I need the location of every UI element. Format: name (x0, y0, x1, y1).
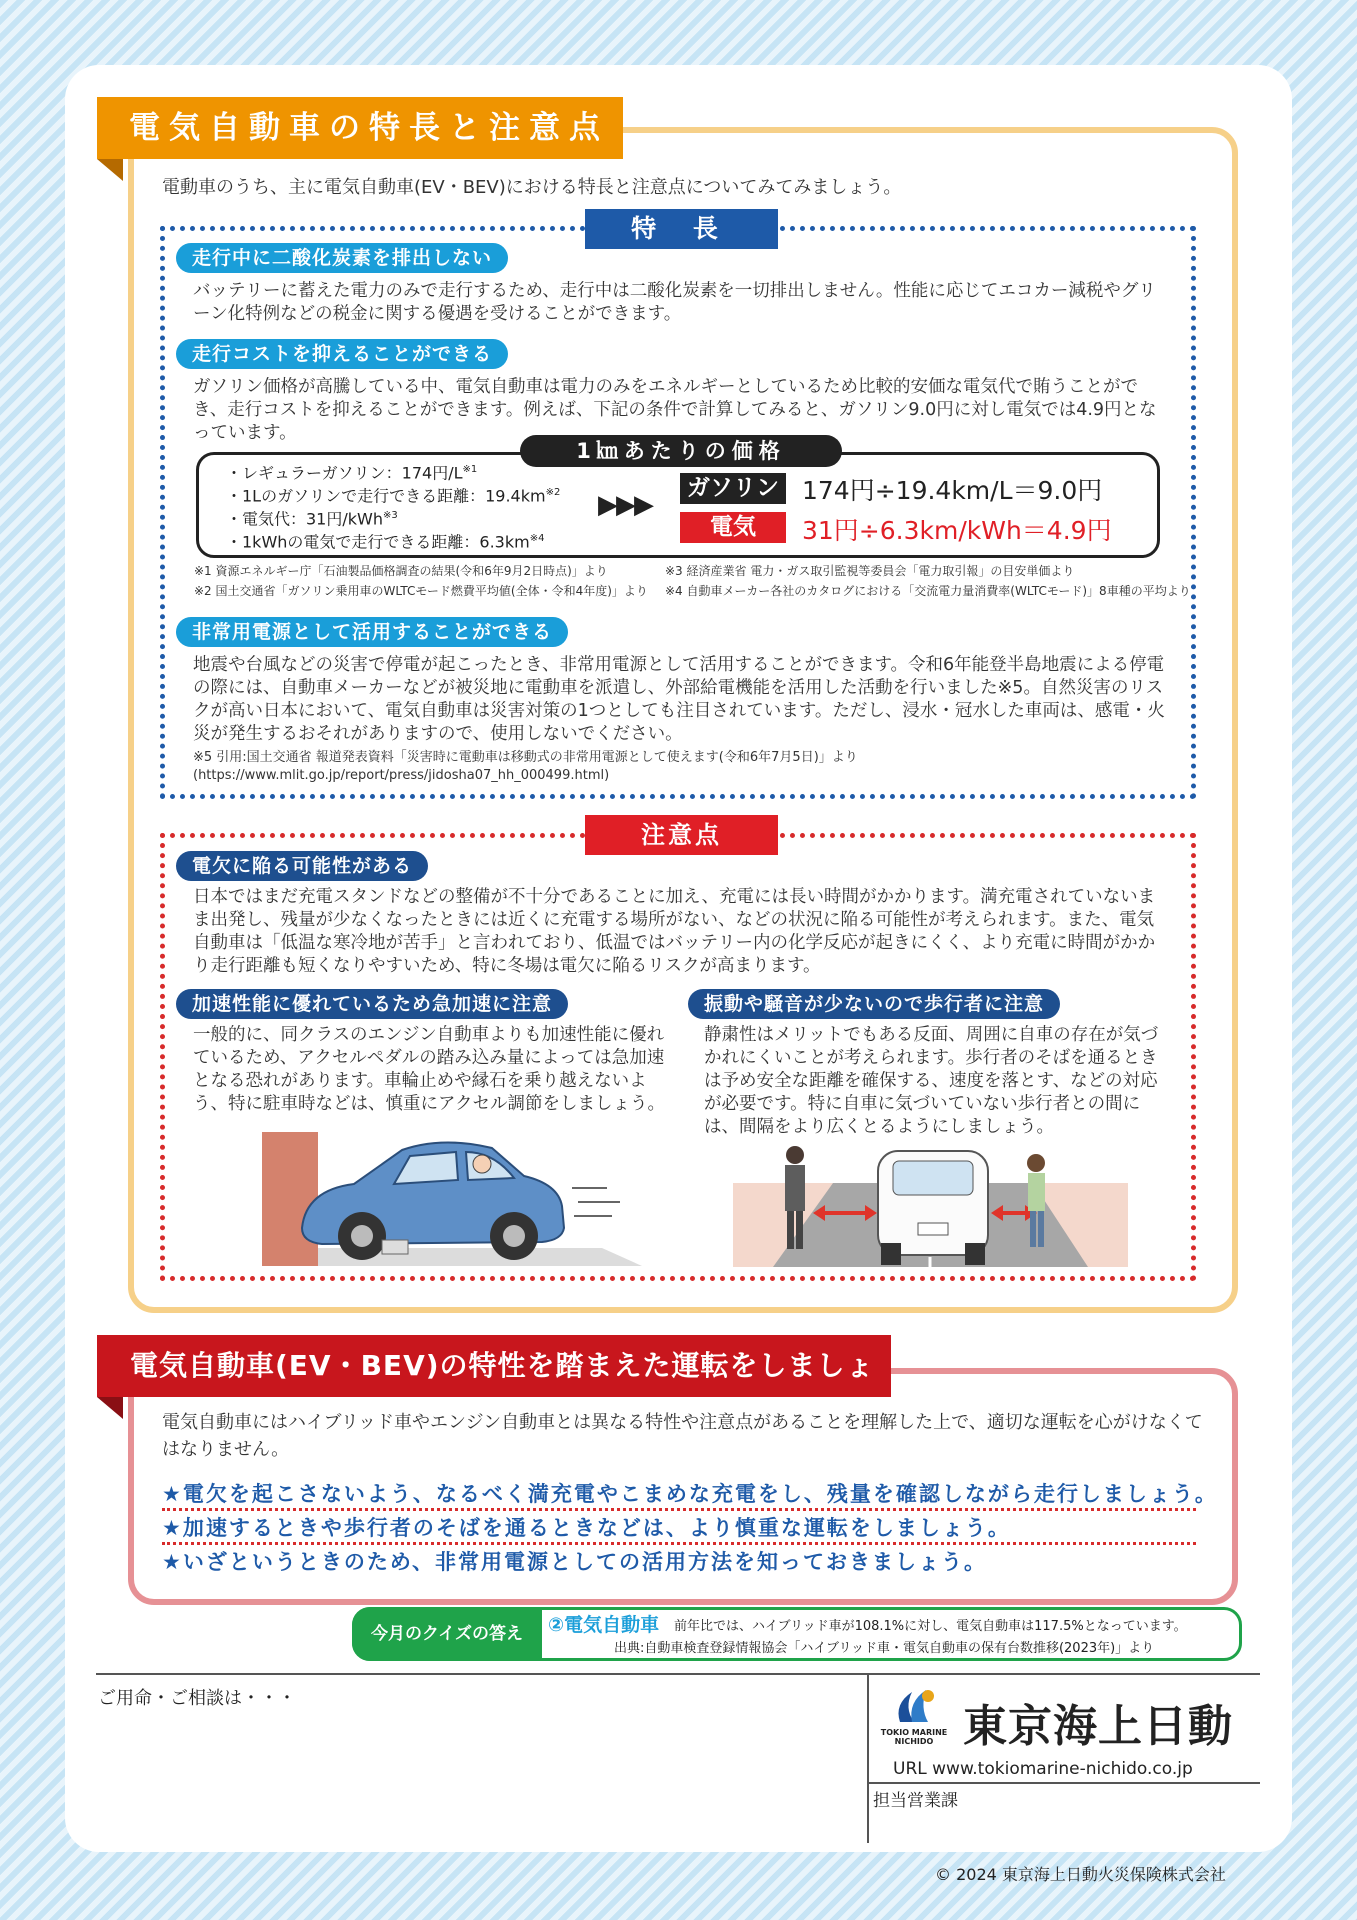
company-url[interactable]: URL www.tokiomarine-nichido.co.jp (893, 1759, 1193, 1779)
section1-title: 電気自動車の特長と注意点 (97, 97, 623, 159)
caution-heading-pedestrian: 振動や騒音が少ないので歩行者に注意 (688, 989, 1060, 1019)
feature-heading-cost: 走行コストを抑えることができる (176, 339, 508, 369)
price-condition-electric-distance: ・1kWhの電気で走行できる距離：$6.3km^{※4}$ (226, 532, 545, 552)
company-name: 東京海上日動 (963, 1701, 1233, 1752)
tokio-marine-logo-icon (890, 1686, 940, 1726)
quiz-source: 出典:自動車検査登録情報協会「ハイブリッド車・電気自動車の保有台数推移(2023年)」より (614, 1641, 1155, 1656)
section2-title: 電気自動車(EV・BEV)の特性を踏まえた運転をしましょう (97, 1335, 891, 1397)
price-condition-gas-distance: ・1Lのガソリンで走行できる距離：$19.4km^{※2}$ (226, 486, 561, 506)
section2-title-tail (97, 1397, 123, 1419)
footer-divider (867, 1673, 869, 1843)
gasoline-calc: 174円÷19.4km/L＝9.0円 (802, 476, 1103, 505)
feature-text-cost: ガソリン価格が高騰している中、電気自動車は電力のみをエネルギーとしているため比較的安価な電気代で賄うことができ、走行コストを抑えることができます。例えば、下記の条件で計算してみると、ガソリン9.0円に対し電気では4.9円となっています。 (193, 377, 1157, 443)
section1-title-tail (97, 159, 123, 181)
electric-label: 電気 (680, 512, 786, 543)
cautions-label: 注意点 (585, 815, 778, 855)
footer-contact: ご用命・ご相談は・・・ (98, 1688, 296, 1709)
feature-text-emergency: 地震や台風などの災害で停電が起こったとき、非常用電源として活用することができます。令和6年能登半島地震による停電の際には、自動車メーカーなどが被災地に電動車を派遣し、外部給電機能を活用した活動を行いました※5。自然災害のリスクが高い日本において、電気自動車は災害対策の1つとしても注目されています。ただし、浸水・冠水した車両は、感電・火災が発生するおそれがありますので、使用しないでください。 (193, 655, 1165, 744)
emergency-note: ※5 引用:国土交通省 報道発表資料「災害時に電動車は移動式の非常用電源として使えます(令和6年7月5日)」より (193, 750, 858, 765)
footer-dept: 担当営業課 (873, 1791, 958, 1811)
price-note-2: ※2 国土交通省「ガソリン乗用車のWLTCモード燃費平均値(全体・令和4年度)」より (194, 584, 648, 598)
arrows-icon: ▶▶▶ (598, 490, 652, 520)
section2-point-3: ★いざというときのため、非常用電源としての活用方法を知っておきましょう。 (162, 1550, 987, 1574)
caution-text-acceleration: 一般的に、同クラスのエンジン自動車よりも加速性能に優れているため、アクセルペダルの踏み込み量によっては急加速となる恐れがあります。車輪止めや縁石を乗り越えないよう、特に駐車時などは、慎重にアクセル調節をしましょう。 (193, 1025, 665, 1114)
price-title: 1㎞あたりの価格 (520, 435, 842, 467)
caution-heading-battery: 電欠に陥る可能性がある (176, 851, 428, 881)
price-note-1: ※1 資源エネルギー庁「石油製品価格調査の結果(令和6年9月2日時点)」より (194, 564, 608, 578)
quiz-answer: ②電気自動車 (548, 1614, 660, 1636)
emergency-note-url: (https://www.mlit.go.jp/report/press/jidosha07_hh_000499.html) (193, 768, 610, 783)
price-condition-gas-price: ・レギュラーガソリン：174円$/L^{※1}$ (226, 463, 478, 483)
price-condition-electric-price: ・電気代：31円/kWh$^{※3}$ (226, 509, 398, 529)
pedestrian-illustration (733, 1143, 1128, 1267)
quiz-detail: 前年比では、ハイブリッド車が108.1%に対し、電気自動車は117.5%となっています。 (674, 1619, 1187, 1634)
copyright: © 2024 東京海上日動火災保険株式会社 (935, 1865, 1226, 1884)
price-note-3: ※3 経済産業省 電力・ガス取引監視等委員会「電力取引報」の目安単価より (665, 564, 1075, 578)
price-note-4: ※4 自動車メーカー各社のカタログにおける「交流電力量消費率(WLTCモード)」8車種の平均より (665, 584, 1191, 598)
footer-url-line (867, 1782, 1260, 1784)
section2-intro: 電気自動車にはハイブリッド車やエンジン自動車とは異なる特性や注意点があることを理解した上で、適切な運転を心がけなくてはなりません。 (162, 1412, 1203, 1460)
feature-text-co2: バッテリーに蓄えた電力のみで走行するため、走行中は二酸化炭素を一切排出しません。性能に応じてエコカー減税やグリーン化特例などの税金に関する優遇を受けることができます。 (193, 281, 1156, 324)
section2-point-2: ★加速するときや歩行者のそばを通るときなどは、より慎重な運転をしましょう。 (162, 1516, 1011, 1540)
section1-intro: 電動車のうち、主に電気自動車(EV・BEV)における特長と注意点についてみてみましょう。 (162, 177, 902, 198)
section2-divider-2 (162, 1542, 1196, 1545)
quiz-label: 今月のクイズの答え (352, 1607, 542, 1661)
feature-heading-emergency: 非常用電源として活用することができる (176, 617, 568, 647)
section2-point-1: ★電欠を起こさないよう、なるべく満充電やこまめな充電をし、残量を確認しながら走行しましょう。 (162, 1482, 1218, 1506)
footer-top-line (96, 1673, 1260, 1675)
caution-heading-acceleration: 加速性能に優れているため急加速に注意 (176, 989, 568, 1019)
car-acceleration-illustration (262, 1128, 644, 1268)
caution-text-battery: 日本ではまだ充電スタンドなどの整備が不十分であることに加え、充電には長い時間がかかります。満充電されていないまま出発し、残量が少なくなったときには近くに充電する場所がない、などの状況に陥る可能性が考えられます。また、電気自動車は「低温な寒冷地が苦手」と言われており、低温ではバッテリー内の化学反応が起きにくく、より充電に時間がかかり走行距離も短くなりやすいため、特に冬場は電欠に陥るリスクが高まります。 (193, 887, 1156, 976)
features-label: 特 長 (585, 209, 778, 249)
feature-heading-co2: 走行中に二酸化炭素を排出しない (176, 243, 508, 273)
electric-calc: 31円÷6.3km/kWh＝4.9円 (802, 516, 1112, 545)
caution-text-pedestrian: 静粛性はメリットでもある反面、周囲に自車の存在が気づかれにくいことが考えられます。歩行者のそばを通るときは予め安全な距離を確保する、速度を落とす、などの対応が必要です。特に自車に気づいていない歩行者との間には、間隔をより広くとるようにしましょう。 (704, 1025, 1159, 1137)
section2-divider-1 (162, 1508, 1196, 1511)
logo-small-text: TOKIO MARINE NICHIDO (880, 1728, 948, 1746)
gasoline-label: ガソリン (680, 473, 786, 504)
